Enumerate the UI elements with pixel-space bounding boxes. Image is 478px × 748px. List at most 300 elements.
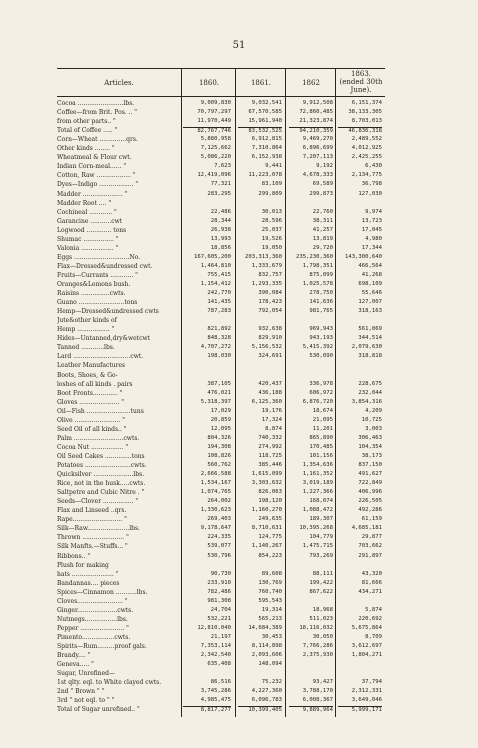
header-1863: 1863. (ended 30th June).: [339, 70, 383, 94]
value-cell: 306,463: [358, 434, 382, 441]
value-cell: 83,532,525: [238, 127, 282, 135]
row-label: Flax—Dressed&undressed cwt.: [57, 262, 153, 270]
row-label: hats ...................... ": [57, 570, 119, 578]
value-cell: 782,486: [207, 588, 231, 595]
value-cell: 13,723: [361, 217, 382, 224]
table-row: [57, 706, 385, 713]
value-cell: 6,151,374: [351, 100, 382, 106]
value-cell: 70,797,297: [197, 109, 231, 116]
value-cell: 1,464,810: [200, 262, 231, 269]
row-label: Hemp ................. ": [57, 326, 115, 334]
value-cell: 5,318,397: [200, 398, 231, 405]
row-label: 2nd " Brown " ": [57, 688, 105, 696]
value-cell: 635,408: [207, 661, 231, 668]
row-label: Hides—Untanned,dry&wetcwt: [57, 335, 151, 343]
row-label: Tanned ............lbs.: [57, 344, 115, 352]
value-cell: 19,050: [261, 244, 282, 251]
value-cell: 530,796: [207, 552, 231, 559]
value-cell: 821,892: [207, 326, 231, 333]
row-label: Garancine ...........cwt: [57, 217, 123, 225]
value-cell: 511,023: [309, 615, 333, 622]
table-row: [57, 616, 385, 623]
value-cell: 826,063: [258, 489, 282, 496]
value-cell: 83,109: [261, 181, 282, 188]
value-cell: 6,912,815: [251, 136, 282, 143]
value-cell: 38,311: [312, 217, 333, 224]
value-cell: 30,050: [312, 633, 333, 640]
value-cell: 932,638: [258, 326, 282, 333]
value-cell: 8,703,013: [351, 118, 382, 125]
table-row: [57, 525, 385, 532]
table-row: [57, 145, 385, 152]
table-row: [57, 679, 385, 686]
row-label: Wheatmeal & Flour cwt.: [57, 154, 132, 162]
value-cell: 17,045: [361, 226, 382, 233]
value-cell: 565,213: [258, 615, 282, 622]
value-cell: 283,295: [207, 190, 231, 197]
table-row: [57, 281, 385, 288]
table-row: [57, 317, 385, 324]
value-cell: 264,002: [207, 498, 231, 505]
value-cell: 88,111: [312, 570, 333, 577]
value-cell: 3,003: [365, 425, 382, 432]
value-cell: 4,980: [365, 235, 382, 242]
import-table: [57, 68, 385, 717]
value-cell: 9,889,964: [289, 706, 333, 714]
value-cell: 12,419,096: [197, 172, 231, 179]
row-label: Eggs .............................No.: [57, 253, 141, 261]
value-cell: 19,176: [261, 407, 282, 414]
row-label: Flax and Linseed ..qrs.: [57, 507, 127, 515]
header-1862: 1862: [302, 79, 320, 87]
value-cell: 318,818: [358, 353, 382, 360]
table-row: [57, 625, 385, 632]
value-cell: 6,096,783: [251, 697, 282, 704]
table-row: [57, 562, 385, 569]
table-row: [57, 381, 385, 388]
row-label: Coffee—from Brit. Pos. .. ": [57, 109, 138, 117]
value-cell: 104,354: [358, 443, 382, 450]
table-row: [57, 643, 385, 650]
value-cell: 77,321: [210, 181, 231, 188]
table-row: [57, 435, 385, 442]
value-cell: 228,675: [358, 380, 382, 387]
table-row: [57, 489, 385, 496]
table-row: [57, 534, 385, 541]
value-cell: 8,114,898: [251, 643, 282, 649]
table-row: [57, 353, 385, 360]
row-label: Ribbons.. ": [57, 552, 91, 560]
value-cell: 787,283: [207, 308, 231, 315]
value-cell: 9,192: [316, 163, 333, 170]
row-label: Rape.......................... ": [57, 516, 127, 524]
value-cell: 14,684,389: [248, 624, 282, 631]
row-label: Spirits—Rum.........proof gals.: [57, 643, 147, 650]
value-cell: 4,685,181: [351, 525, 382, 532]
row-label: Seed Oil of all kinds.. ": [57, 425, 127, 433]
value-cell: 943,193: [309, 335, 333, 342]
table-row: [57, 163, 385, 170]
value-cell: 981,308: [207, 597, 231, 604]
value-cell: 13,819: [312, 235, 333, 242]
value-cell: 5,415,392: [302, 344, 333, 351]
value-cell: 15,961,940: [248, 118, 282, 125]
value-cell: 7,125,662: [200, 145, 231, 152]
value-cell: 10,395,268: [299, 525, 333, 532]
value-cell: 194,308: [207, 443, 231, 450]
value-cell: 793,269: [309, 552, 333, 559]
table-row: [57, 218, 385, 225]
value-cell: 9,974: [365, 208, 382, 215]
value-cell: 2,134,775: [351, 172, 382, 179]
value-cell: 561,069: [358, 326, 382, 333]
value-cell: 4,678,333: [302, 172, 333, 179]
table-row: [57, 362, 385, 369]
row-label: Total of Coffee ..... ": [57, 127, 118, 135]
row-label: from other parts.. ": [57, 118, 116, 126]
table-row: [57, 516, 385, 523]
value-cell: 1,475,715: [302, 543, 333, 550]
value-cell: 118,725: [258, 452, 282, 459]
value-cell: 981,765: [309, 308, 333, 315]
value-cell: 434,271: [358, 588, 382, 595]
row-label: Madder ..................... ": [57, 190, 128, 198]
value-cell: 832,757: [258, 271, 282, 278]
value-cell: 86,516: [210, 679, 231, 686]
table-row: [57, 154, 385, 161]
value-cell: 11,223,078: [248, 172, 282, 179]
value-cell: 2,489,552: [351, 136, 382, 143]
value-cell: 17,029: [210, 407, 231, 414]
value-cell: 198,120: [258, 498, 282, 505]
value-cell: 41,257: [312, 226, 333, 233]
row-label: Other kinds ........ ": [57, 145, 115, 153]
value-cell: 1,025,578: [302, 281, 333, 287]
table-row: [57, 399, 385, 406]
value-cell: 3,788,170: [302, 688, 333, 695]
row-label: Madder Root .... ": [57, 199, 112, 207]
value-cell: 82,767,746: [183, 127, 231, 135]
value-cell: 755,415: [207, 271, 231, 278]
page-number: 51: [232, 40, 246, 51]
value-cell: 6,430: [365, 163, 382, 170]
table-row: [57, 308, 385, 315]
value-cell: 837,150: [358, 462, 382, 468]
value-cell: 792,054: [258, 308, 282, 315]
table-row: [57, 553, 385, 560]
value-cell: 4,227,360: [251, 688, 282, 695]
value-cell: 595,543: [258, 597, 282, 604]
value-cell: 127,007: [358, 299, 382, 306]
table-row: [57, 290, 385, 297]
value-cell: 1,161,352: [302, 471, 333, 478]
value-cell: 8,710,631: [251, 525, 282, 532]
row-label: Palm ..........................cwts.: [57, 434, 140, 442]
value-cell: 760,740: [258, 588, 282, 595]
value-cell: 18,674: [312, 407, 333, 414]
row-label: Oil—Fish .......................tuns: [57, 407, 144, 415]
row-label: Oil Seed Cakes ..............tons: [57, 452, 145, 460]
value-cell: 299,809: [258, 190, 282, 197]
row-label: Indian Corn-meal...... ": [57, 163, 127, 171]
value-cell: 124,775: [258, 534, 282, 541]
row-label: Leather Manufactures: [57, 362, 126, 370]
value-cell: 8,817,277: [183, 706, 231, 714]
value-cell: 226,505: [358, 498, 382, 505]
table-row: [57, 263, 385, 270]
value-cell: 1,293,335: [251, 281, 282, 287]
value-cell: 67,570,585: [248, 109, 282, 116]
table-row: [57, 390, 385, 397]
table-row: [57, 571, 385, 578]
value-cell: 865,890: [309, 434, 333, 441]
value-cell: 804,326: [207, 434, 231, 441]
value-cell: 3,612,697: [351, 643, 382, 649]
value-cell: 1,227,366: [302, 489, 333, 496]
value-cell: 2,079,630: [351, 344, 382, 351]
value-cell: 5,874: [365, 606, 382, 613]
row-label: Spices—Cinnamon ...........lbs.: [57, 588, 148, 596]
table-row: [57, 136, 385, 143]
value-cell: 4,985,475: [200, 697, 231, 704]
value-cell: 43,320: [361, 570, 382, 577]
value-cell: 18,968: [312, 606, 333, 613]
value-cell: 390,084: [258, 290, 282, 297]
value-cell: 318,163: [358, 308, 382, 315]
value-cell: 1,798,351: [302, 262, 333, 269]
value-cell: 9,009,830: [200, 100, 231, 106]
value-cell: 278,750: [309, 290, 333, 297]
table-row: [57, 191, 385, 198]
row-label: Raisins ...............cwts.: [57, 290, 126, 298]
table-row: [57, 462, 385, 469]
value-cell: 969,943: [309, 326, 333, 333]
value-cell: 324,691: [258, 353, 282, 360]
table-row: [57, 236, 385, 243]
table-row: [57, 109, 385, 116]
value-cell: 220,692: [358, 615, 382, 622]
table-row: [57, 326, 385, 333]
value-cell: 61,159: [361, 516, 382, 523]
value-cell: 18,856: [210, 244, 231, 251]
header-1860: 1860.: [198, 79, 220, 87]
value-cell: 203,313,360: [244, 253, 282, 260]
table-row: [57, 254, 385, 261]
value-cell: 13,993: [210, 235, 231, 242]
value-cell: 143,300,640: [344, 253, 382, 260]
value-cell: 875,099: [309, 271, 333, 278]
value-cell: 406,996: [358, 489, 382, 496]
value-cell: 20,859: [210, 416, 231, 423]
value-cell: 532,221: [207, 615, 231, 622]
value-cell: 539,077: [207, 543, 231, 550]
value-cell: 1,333,679: [251, 262, 282, 269]
table-row: [57, 127, 385, 134]
row-label: 1st qlty. eql. to White clayed cwts.: [57, 679, 162, 687]
table-row: [57, 688, 385, 695]
value-cell: 25,037: [261, 226, 282, 233]
row-label: Quicksilver .....................lbs.: [57, 471, 145, 479]
value-cell: 722,849: [358, 480, 382, 487]
value-cell: 385,446: [258, 462, 282, 468]
value-cell: 606,972: [309, 389, 333, 396]
value-cell: 29,720: [312, 244, 333, 251]
value-cell: 4,012,925: [351, 145, 382, 152]
table-row: [57, 100, 385, 107]
value-cell: 189,307: [309, 516, 333, 523]
value-cell: 224,335: [207, 534, 231, 541]
value-cell: 170,485: [309, 443, 333, 450]
value-cell: 10,399,405: [238, 706, 282, 714]
value-cell: 9,178,647: [200, 525, 231, 532]
value-cell: 72,860,485: [299, 109, 333, 116]
value-cell: 3,745,286: [200, 688, 231, 695]
value-cell: 130,769: [258, 579, 282, 586]
row-label: Jute&other kinds of: [57, 317, 117, 325]
value-cell: 55,646: [361, 290, 382, 297]
table-row: [57, 453, 385, 460]
row-label: Sugar, Unrefined—: [57, 670, 116, 678]
value-cell: 21,095: [312, 416, 333, 423]
value-cell: 344,514: [358, 335, 382, 342]
value-cell: 36,798: [361, 181, 382, 188]
value-cell: 167,605,200: [193, 253, 231, 260]
value-cell: 274,992: [258, 443, 282, 450]
table-row: [57, 652, 385, 659]
value-cell: 9,912,508: [302, 100, 333, 106]
value-cell: 104,779: [309, 534, 333, 541]
value-cell: 4,209: [365, 407, 382, 414]
table-row: [57, 697, 385, 704]
value-cell: 7,310,864: [251, 145, 282, 152]
row-label: Pepper ....................... ": [57, 624, 129, 632]
value-cell: 233,910: [207, 579, 231, 586]
value-cell: 10,725: [361, 416, 382, 423]
row-label: Cochineal ............ ": [57, 208, 117, 216]
value-cell: 299,873: [309, 190, 333, 197]
row-label: Gloves ..................... ": [57, 398, 124, 406]
row-label: Cloves........................ ": [57, 597, 128, 605]
value-cell: 2,342,540: [200, 652, 231, 659]
row-label: Brandy.... ": [57, 652, 91, 660]
value-cell: 1,074,765: [200, 489, 231, 496]
value-cell: 178,423: [258, 299, 282, 306]
value-cell: 7,353,114: [200, 643, 231, 649]
value-cell: 2,093,606: [251, 652, 282, 659]
value-cell: 17,344: [361, 244, 382, 251]
row-label: loshes of all kinds . pairs: [57, 380, 133, 388]
value-cell: 19,526: [261, 235, 282, 242]
value-cell: 6,152,938: [251, 154, 282, 161]
value-cell: 740,332: [258, 434, 282, 441]
value-cell: 37,794: [361, 679, 382, 686]
table-row: [57, 634, 385, 641]
row-label: Logwood ............. tons: [57, 226, 127, 234]
value-cell: 12,095: [210, 425, 231, 432]
table-row: [57, 480, 385, 487]
value-cell: 1,804,271: [351, 652, 382, 659]
value-cell: 7,766,286: [302, 643, 333, 649]
value-cell: 28,596: [261, 217, 282, 224]
row-label: Cocoa Nut ................. ": [57, 443, 129, 451]
row-label: Geneva..... ": [57, 661, 94, 669]
value-cell: 108,826: [207, 452, 231, 459]
value-cell: 491,627: [358, 471, 382, 478]
row-label: Boot Fronts............. ": [57, 389, 123, 397]
row-label: Olive ........................ ": [57, 416, 126, 424]
table-row: [57, 607, 385, 614]
table-row: [57, 580, 385, 587]
value-cell: 46,836,318: [338, 127, 382, 135]
value-cell: 18,116,032: [299, 624, 333, 631]
table-row: [57, 507, 385, 514]
value-cell: 148,094: [258, 661, 282, 668]
row-label: Saltpetre and Cubic Nitre . ": [57, 489, 145, 497]
value-cell: 41,268: [361, 271, 382, 278]
row-label: Thrown ...................... ": [57, 534, 129, 542]
row-label: Guano ........................tons: [57, 299, 138, 307]
value-cell: 560,762: [207, 462, 231, 468]
table-row: [57, 200, 385, 207]
table-row: [57, 372, 385, 379]
header-1861: 1861.: [250, 79, 272, 87]
value-cell: 5,999,171: [338, 706, 382, 714]
value-cell: 5,675,864: [351, 624, 382, 631]
table-row: [57, 335, 385, 342]
row-label: Rice, not in the husk.....cwts.: [57, 480, 146, 488]
row-label: Pimento.................cwts.: [57, 633, 131, 641]
table-row: [57, 299, 385, 306]
value-cell: 3,019,189: [302, 480, 333, 487]
value-cell: 420,437: [258, 380, 282, 387]
row-label: Ginger.....................cwts.: [57, 606, 134, 614]
table-row: [57, 670, 385, 677]
value-cell: 81,666: [361, 579, 382, 586]
value-cell: 28,344: [210, 217, 231, 224]
value-cell: 26,938: [210, 226, 231, 233]
value-cell: 90,730: [210, 570, 231, 577]
value-cell: 22,760: [312, 208, 333, 215]
value-cell: 8,874: [265, 425, 282, 432]
value-cell: 199,422: [309, 579, 333, 586]
table-row: [57, 118, 385, 125]
row-label: Cocoa ........................lbs.: [57, 100, 135, 107]
value-cell: 29,877: [361, 534, 382, 541]
value-cell: 69,589: [312, 181, 333, 188]
row-label: Corn—Wheat ..............qrs.: [57, 136, 138, 144]
value-cell: 854,223: [258, 552, 282, 559]
value-cell: 11,970,449: [197, 118, 231, 125]
value-cell: 3,649,046: [351, 697, 382, 704]
value-cell: 127,030: [358, 190, 382, 197]
value-cell: 30,453: [261, 633, 282, 640]
value-cell: 89,608: [261, 570, 282, 577]
value-cell: 12,810,040: [197, 624, 231, 631]
table-row: [57, 172, 385, 179]
value-cell: 6,125,360: [251, 398, 282, 405]
row-label: 3rd " not eql. to " ": [57, 697, 115, 705]
value-cell: 703,662: [358, 543, 382, 550]
value-cell: 235,230,360: [295, 253, 333, 260]
row-label: Silk Manfts.—Stuffs... ": [57, 543, 128, 551]
value-cell: 867,622: [309, 588, 333, 595]
value-cell: 698,109: [358, 281, 382, 287]
value-cell: 21,323,874: [299, 118, 333, 125]
table-row: [57, 408, 385, 415]
value-cell: 75,232: [261, 679, 282, 686]
value-cell: 6,008,367: [302, 697, 333, 704]
value-cell: 94,210,359: [289, 127, 333, 135]
